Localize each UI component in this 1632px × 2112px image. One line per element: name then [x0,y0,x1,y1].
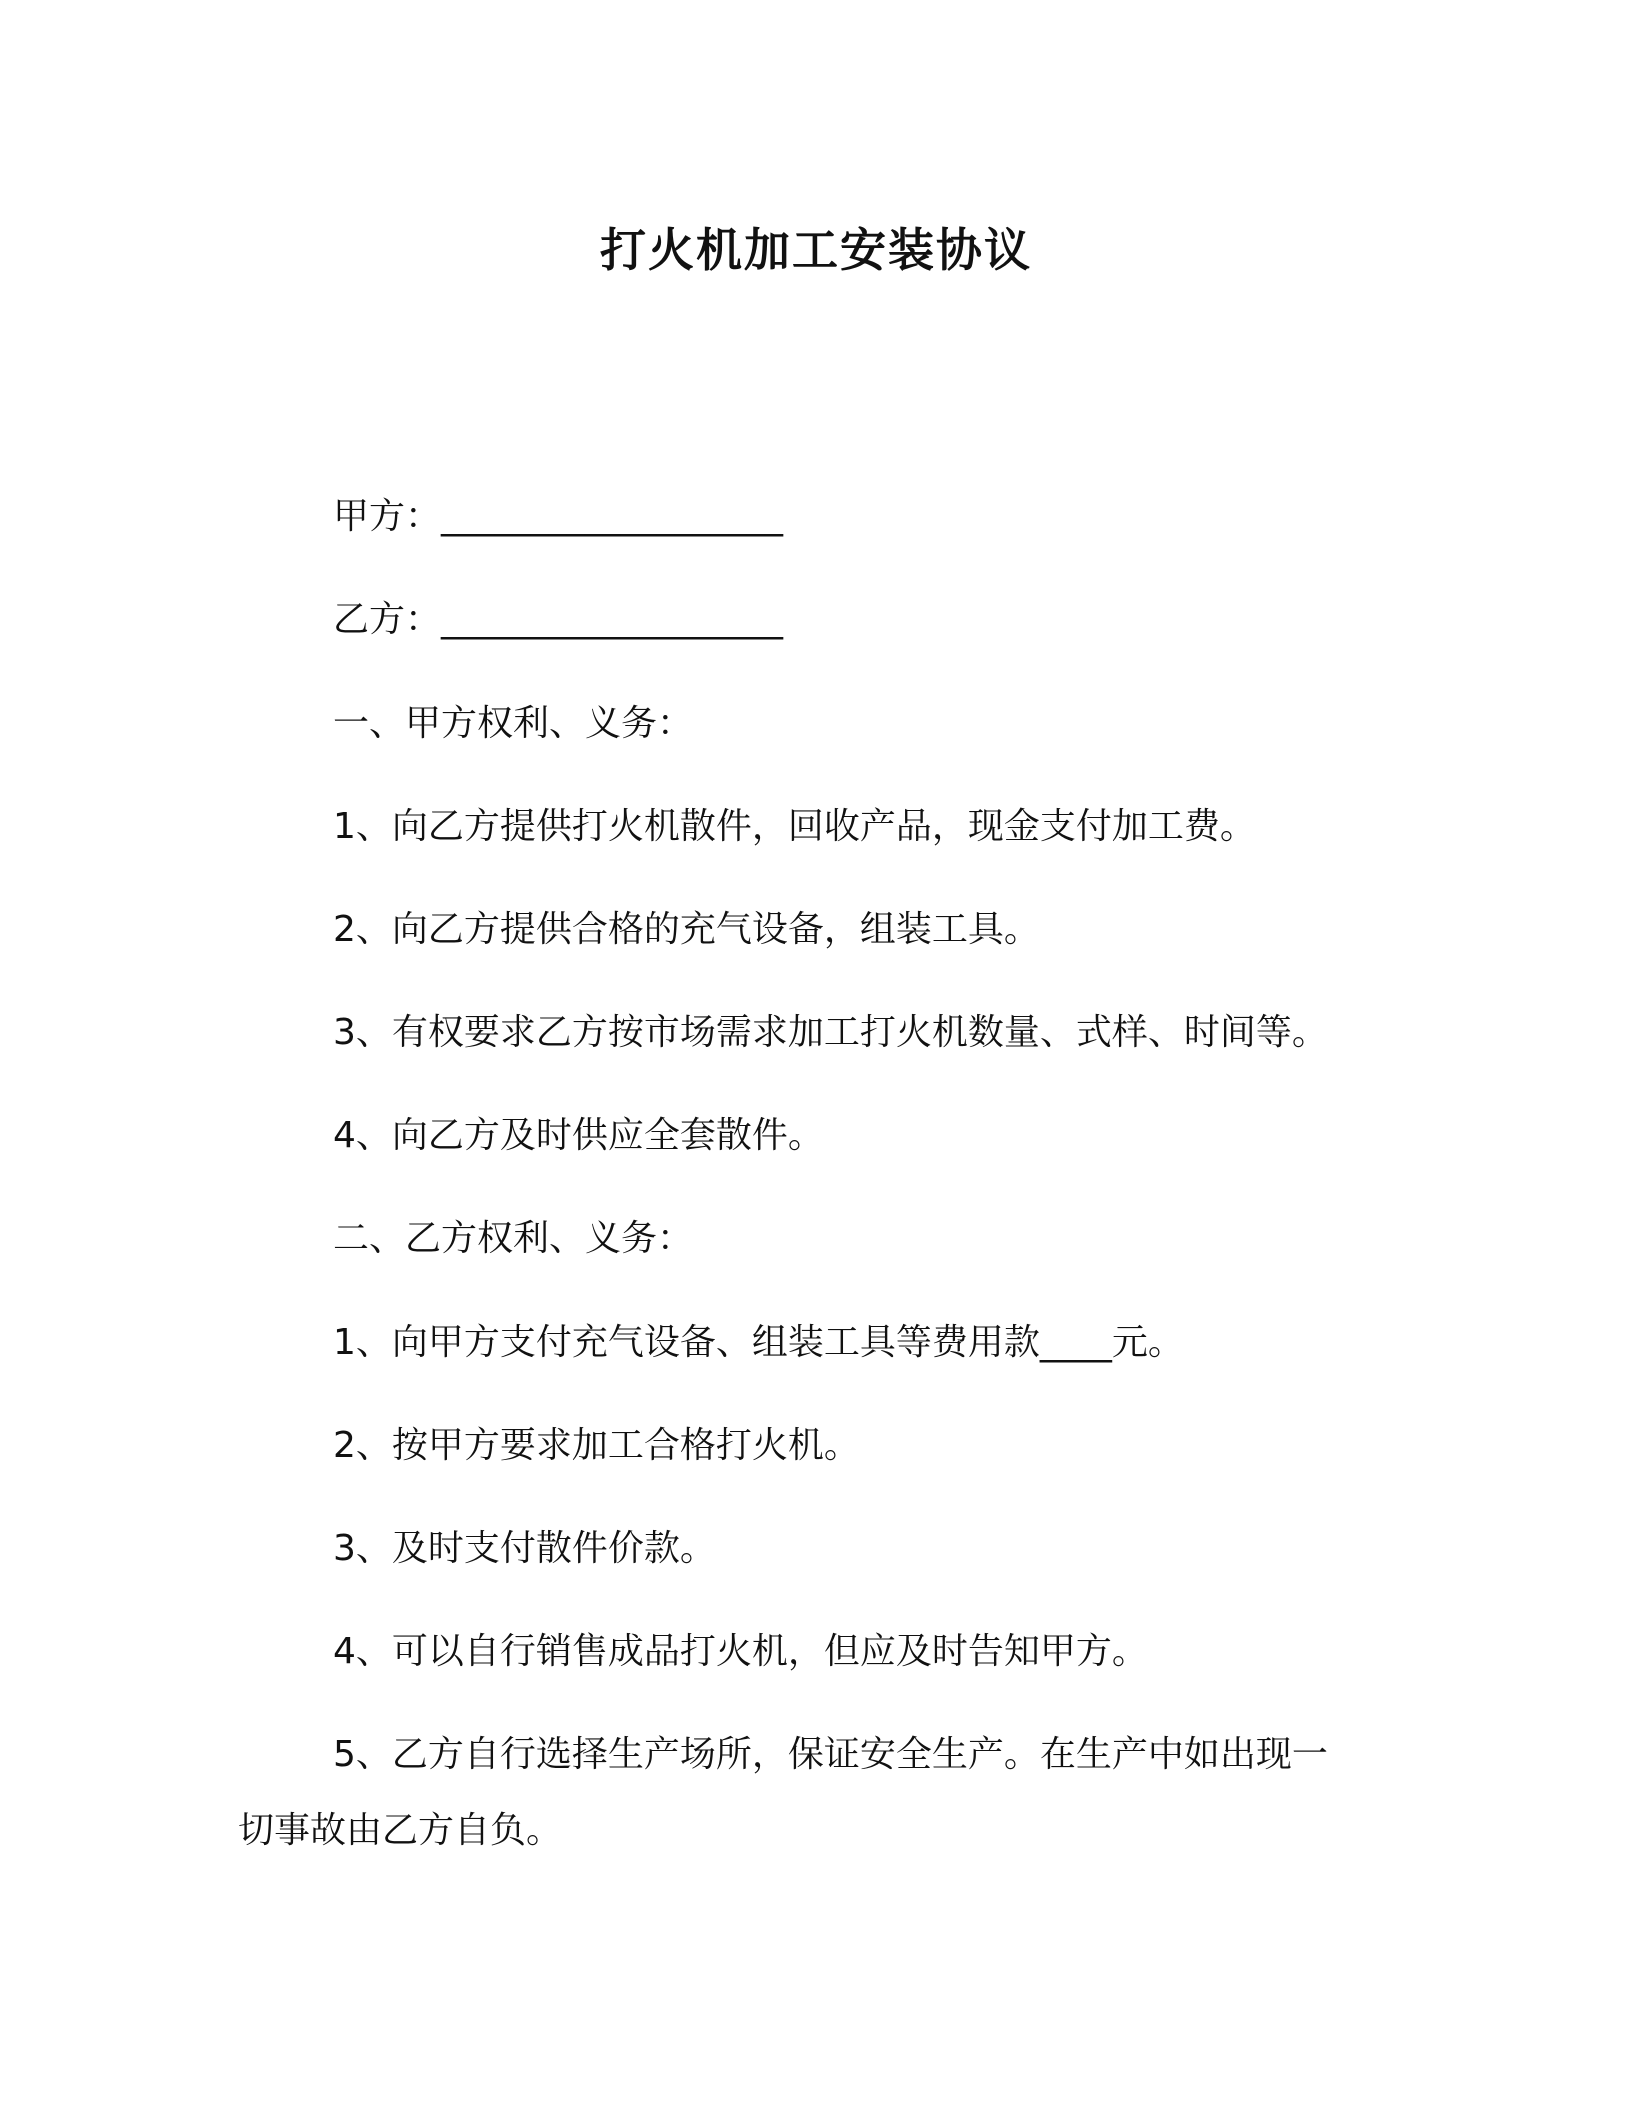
document-title: 打火机加工安装协议 [600,223,1032,277]
section-2-item-2: 2、按甲方要求加工合格打火机。 [333,1425,860,1466]
section-2-item-4: 4、可以自行销售成品打火机，但应及时告知甲方。 [333,1631,1148,1672]
section-2-heading: 二、乙方权利、义务： [333,1218,694,1259]
section-2-item-5: 5、乙方自行选择生产场所，保证安全生产。在生产中如出现一 [333,1734,1328,1775]
section-1-heading: 一、甲方权利、义务： [333,703,694,744]
party-b-line: 乙方：___________________ [333,599,784,640]
section-1-item-1: 1、向乙方提供打火机散件，回收产品，现金支付加工费。 [333,806,1256,847]
section-1-item-4: 4、向乙方及时供应全套散件。 [333,1115,824,1156]
section-2-item-3: 3、及时支付散件价款。 [333,1528,716,1569]
section-2-item-5-continuation: 切事故由乙方自负。 [238,1810,563,1851]
party-a-line: 甲方：___________________ [333,496,784,537]
section-1-item-2: 2、向乙方提供合格的充气设备，组装工具。 [333,909,1040,950]
section-1-item-3: 3、有权要求乙方按市场需求加工打火机数量、式样、时间等。 [333,1012,1328,1053]
section-2-item-1: 1、向甲方支付充气设备、组装工具等费用款____元。 [333,1322,1184,1363]
